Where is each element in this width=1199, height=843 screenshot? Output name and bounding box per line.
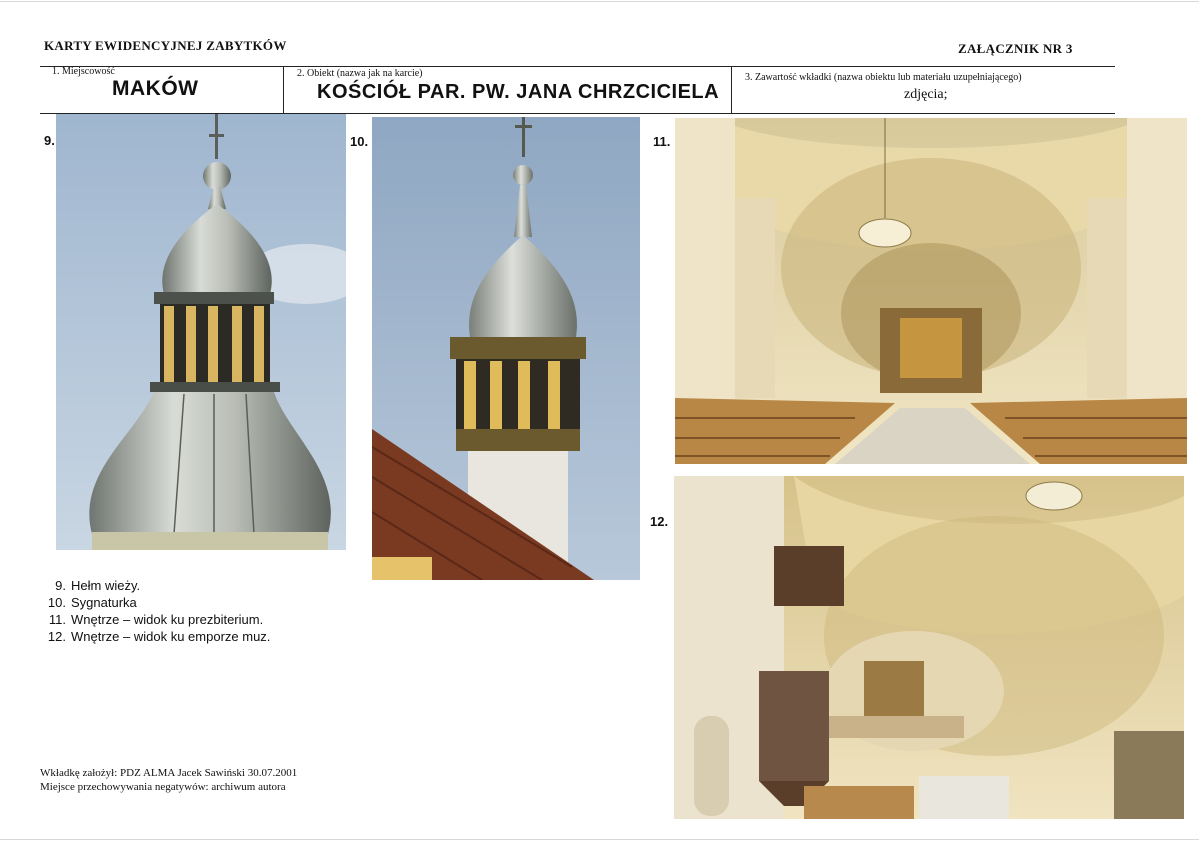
scan-edge-bottom — [0, 839, 1199, 840]
scan-edge-top — [0, 1, 1199, 2]
caption-10: 10. Sygnaturka — [47, 595, 137, 610]
caption-9: 9. Hełm wieży. — [55, 578, 141, 593]
caption-11: 11. Wnętrze – widok ku prezbiterium. — [48, 612, 264, 627]
photo-number-12: 12. — [650, 514, 669, 529]
photo-11-interior-presbytery — [675, 118, 1187, 464]
form-divider-1 — [283, 66, 284, 113]
photo-number-10: 10. — [350, 134, 369, 149]
photo-12-interior-organ-loft — [674, 476, 1184, 819]
document-title: KARTY EWIDENCYJNEJ ZABYTKÓW — [44, 38, 287, 53]
photo-number-11: 11. — [653, 134, 671, 149]
photo-9-tower-helmet — [56, 114, 346, 550]
field-contents-value: zdjęcia; — [904, 87, 948, 102]
field-place-value: MAKÓW — [112, 77, 199, 100]
field-object-label: 2. Obiekt (nazwa jak na karcie) — [297, 68, 423, 79]
caption-12: 12. Wnętrze – widok ku emporze muz. — [47, 629, 271, 644]
footer-negatives: Miejsce przechowywania negatywów: archiwum autora — [40, 781, 286, 793]
field-place-label: 1. Miejscowość — [52, 66, 115, 77]
field-object-value: KOŚCIÓŁ PAR. PW. JANA CHRZCICIELA — [317, 81, 720, 103]
photo-captions — [46, 577, 270, 645]
footer-notes — [40, 766, 297, 794]
form-divider-2 — [731, 66, 732, 113]
photo-number-9: 9. — [44, 133, 55, 148]
footer-author: Wkładkę założył: PDZ ALMA Jacek Sawiński 30.07.2001 — [40, 767, 298, 779]
photo-10-signature-turret — [372, 117, 640, 580]
field-contents-label: 3. Zawartość wkładki (nazwa obiektu lub materiału uzupełniającego) — [745, 72, 1022, 83]
form-top-rule — [40, 66, 1115, 67]
attachment-number: ZAŁĄCZNIK NR 3 — [958, 41, 1073, 56]
